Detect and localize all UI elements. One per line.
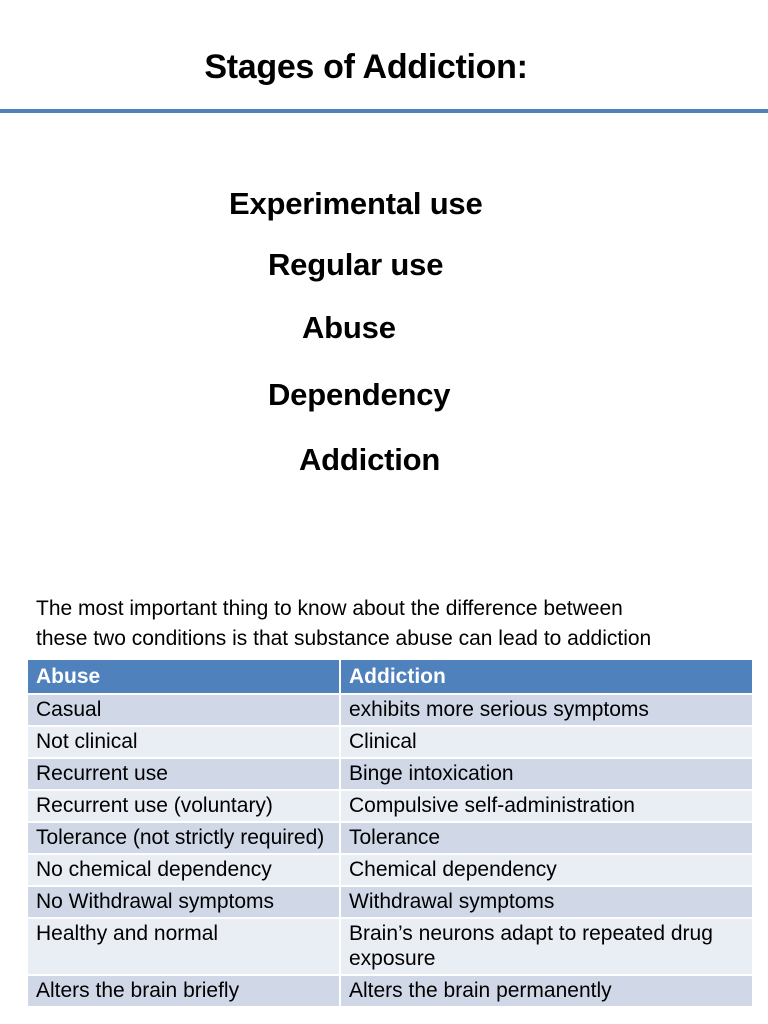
table-row xyxy=(28,694,752,726)
title-divider xyxy=(0,109,768,113)
table-row xyxy=(28,886,752,918)
table-row xyxy=(28,918,752,975)
abuse-cell: Healthy and normal xyxy=(28,918,340,975)
abuse-cell: Recurrent use (voluntary) xyxy=(28,790,340,822)
table-row xyxy=(28,854,752,886)
stage-dependency: Dependency xyxy=(268,377,451,412)
abuse-cell: Casual xyxy=(28,694,340,726)
stage-experimental-use: Experimental use xyxy=(229,186,483,221)
addiction-cell: Brain’s neurons adapt to repeated drug exposure xyxy=(340,918,752,975)
addiction-cell: Tolerance xyxy=(340,822,752,854)
addiction-cell: Binge intoxication xyxy=(340,758,752,790)
intro-line-2: these two conditions is that substance abuse can lead to addiction xyxy=(36,627,652,650)
table-row xyxy=(28,790,752,822)
abuse-cell: Not clinical xyxy=(28,726,340,758)
stage-regular-use: Regular use xyxy=(268,247,444,282)
table-header-row xyxy=(28,660,752,694)
intro-paragraph xyxy=(36,594,756,654)
header-addiction: Addiction xyxy=(340,660,752,694)
intro-line-1: The most important thing to know about the difference between xyxy=(36,597,623,620)
table-row xyxy=(28,975,752,1006)
abuse-cell: No Withdrawal symptoms xyxy=(28,886,340,918)
table-row xyxy=(28,822,752,854)
header-abuse: Abuse xyxy=(28,660,340,694)
stage-addiction: Addiction xyxy=(299,442,441,477)
table-row xyxy=(28,726,752,758)
abuse-cell: Tolerance (not strictly required) xyxy=(28,822,340,854)
page-title: Stages of Addiction: xyxy=(204,48,528,86)
addiction-cell: Chemical dependency xyxy=(340,854,752,886)
stage-abuse: Abuse xyxy=(302,310,396,345)
addiction-cell: Withdrawal symptoms xyxy=(340,886,752,918)
abuse-cell: Alters the brain briefly xyxy=(28,975,340,1006)
addiction-cell: Compulsive self-administration xyxy=(340,790,752,822)
abuse-cell: Recurrent use xyxy=(28,758,340,790)
addiction-cell: Alters the brain permanently xyxy=(340,975,752,1006)
table-row xyxy=(28,758,752,790)
comparison-table xyxy=(28,660,752,1006)
addiction-cell: exhibits more serious symptoms xyxy=(340,694,752,726)
abuse-cell: No chemical dependency xyxy=(28,854,340,886)
addiction-cell: Clinical xyxy=(340,726,752,758)
